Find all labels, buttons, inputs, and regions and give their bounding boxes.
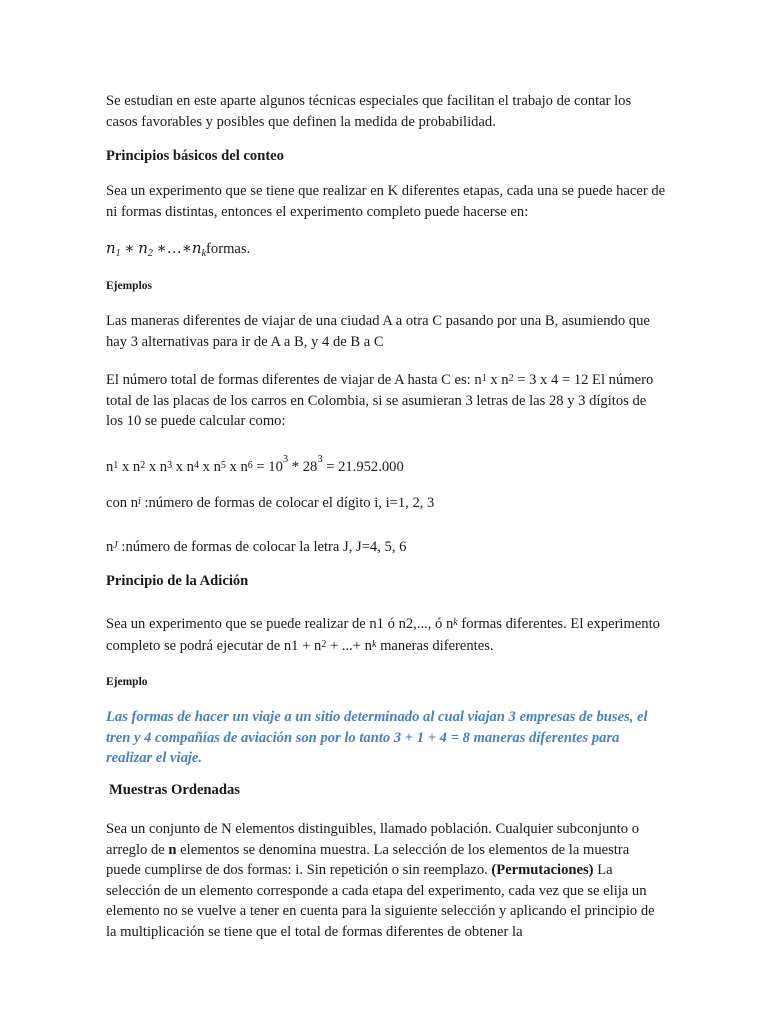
- addition-paragraph: Sea un experimento que se puede realizar de n1 ó n2,..., ó $n^k$ formas diferentes. El experimento completo se podrá ejecutar de $n1 + n^2$ + ...+ $n^k$ maneras diferentes.: [106, 616, 660, 654]
- examples-label: Ejemplos: [106, 280, 152, 292]
- definition-j: $n^J$ :número de formas de colocar la letra J, J=4, 5, 6: [106, 539, 407, 555]
- example2-paragraph: El número total de formas diferentes de viajar de A hasta C es: $n^1$ x $n^2 = 3$ x 4 = 12 El número total de las placas de los carros en Colombia, si se asumieran 3 letras de las 28 y 3 dígitos de los 10 se puede calcular como:: [106, 372, 654, 429]
- formula-product: $n_1$ ∗ $n_2$ $∗\dots∗n_kformas$.: [106, 239, 251, 259]
- example1-paragraph: Las maneras diferentes de viajar de una ciudad A a otra C pasando por una B, asumiendo que hay 3 alternativas para ir de A a B, y 4 de B a C: [106, 313, 650, 350]
- intro-paragraph: Se estudian en este aparte algunos técnicas especiales que facilitan el trabajo de contar los casos favorables y posibles que definen la medida de probabilidad.: [106, 93, 632, 130]
- blue-example-paragraph: Las formas de hacer un viaje a un sitio determinado al cual viajan 3 empresas de buses, el tren y 4 compañías de aviación son por lo tanto 3 + 1 + 4 = 8 maneras diferentes para realizar el viaje.: [106, 709, 648, 766]
- example-label: Ejemplo: [106, 676, 148, 688]
- definition-i: con $n^i$ :número de formas de colocar el dígito i, i=1, 2, 3: [106, 495, 435, 511]
- ordered-samples-paragraph: Sea un conjunto de N elementos distinguibles, llamado población. Cualquier subconjunto o arreglo de n elementos se denomina muestra. La selección de los elementos de la muestra puede cumplirse de dos formas: i. Sin repetición o sin reemplazo. (Permutaciones) La selección de un elemento corresponde a cada etapa del experimento, cada vez que se elija un elemento no se vuelve a tener en cuenta para la siguiente selección y aplicando el principio de la multiplicación se tiene que el total de formas diferentes de obtener la: [106, 821, 655, 940]
- basic-principle-paragraph: Sea un experimento que se tiene que realizar en K diferentes etapas, cada una se puede hacer de ni formas distintas, entonces el experimento completo puede hacerse en:: [106, 183, 666, 220]
- formula-plates: $n^1$ x $n^2$ x $n^3$ x $n^4$ x $n^5$ x $n^6 = 10^3 * 28^3 = 21.952.000$: [106, 454, 404, 475]
- heading-addition-principle: Principio de la Adición: [106, 573, 249, 589]
- heading-ordered-samples: Muestras Ordenadas: [109, 782, 240, 798]
- heading-basic-principles: Principios básicos del conteo: [106, 148, 284, 164]
